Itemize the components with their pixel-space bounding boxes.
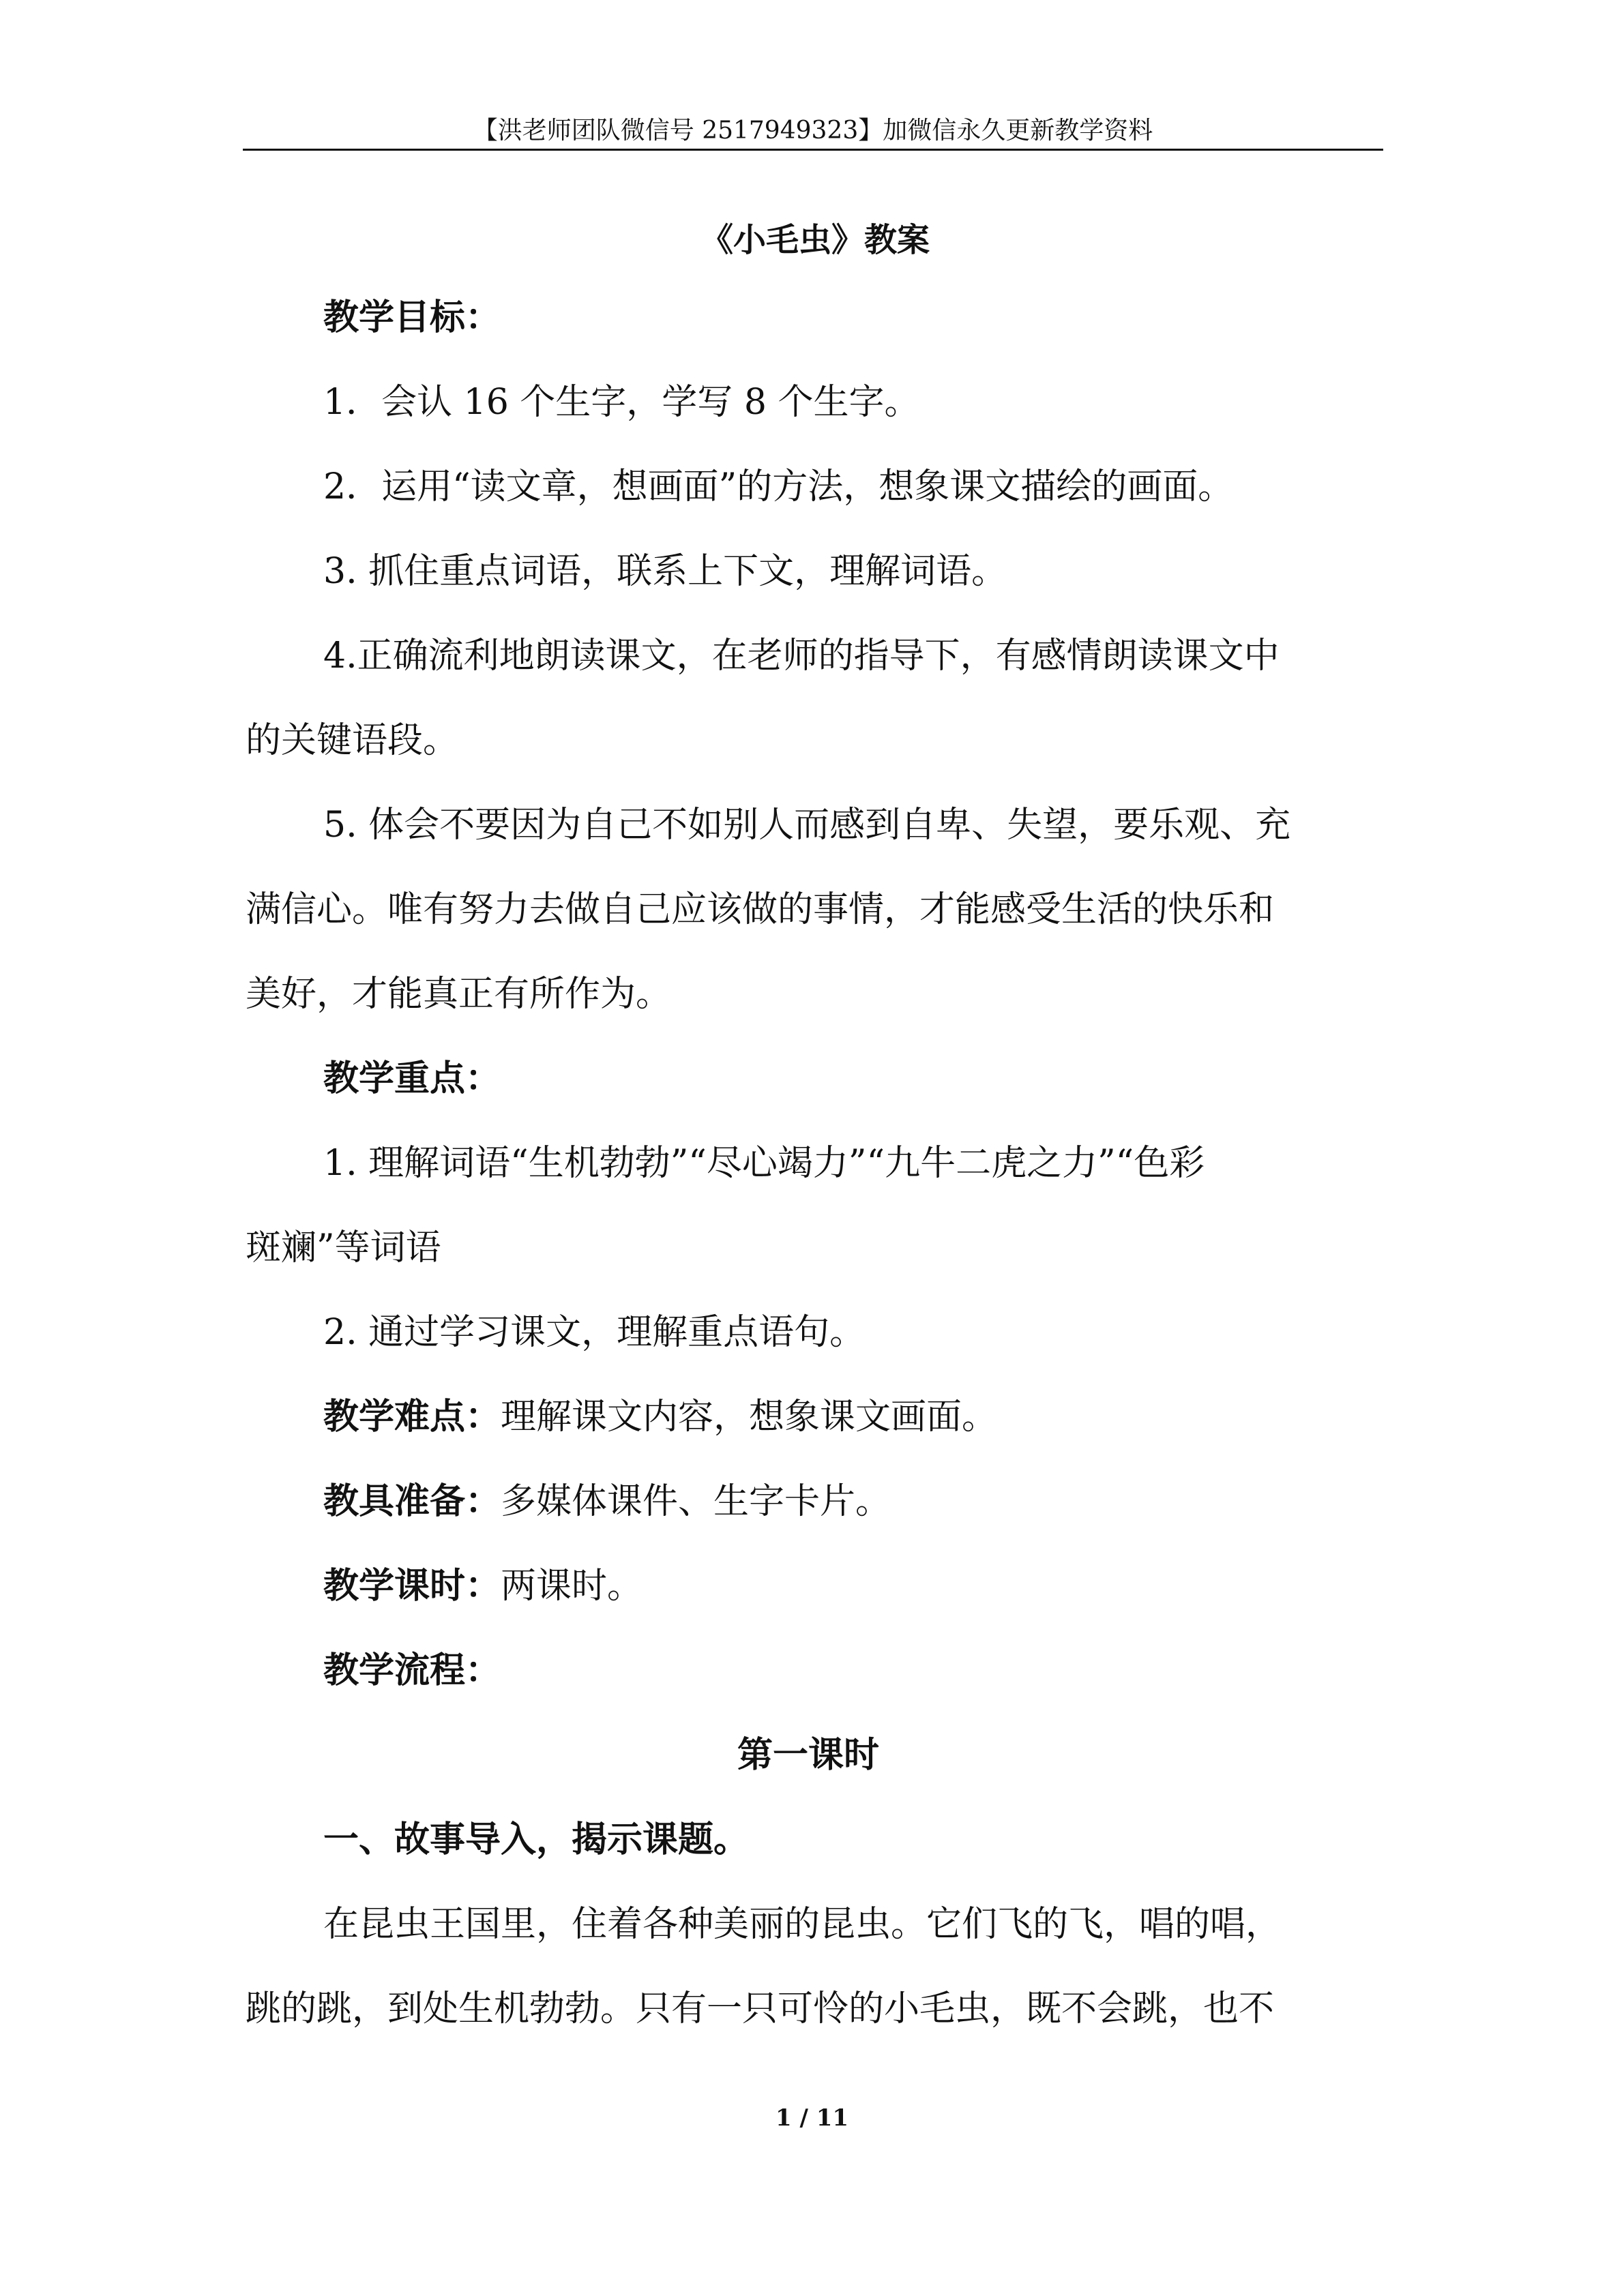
- key-points-heading: 教学重点：: [323, 1058, 501, 1099]
- key-point-1-line-1: 1. 理解词语“生机勃勃”“尽心竭力”“九牛二虎之力”“色彩: [323, 1143, 1205, 1184]
- objective-item-2: 2．运用“读文章，想画面”的方法，想象课文描绘的画面。: [323, 466, 1234, 507]
- difficulty-row: [246, 1375, 1371, 1459]
- hours-text: 两课时。: [501, 1566, 643, 1607]
- objective-item-1: 1．会认 16 个生字，学写 8 个生字。: [323, 382, 920, 423]
- tools-row: [246, 1459, 1371, 1544]
- objective-item-3: 3. 抓住重点词语，联系上下文，理解词语。: [323, 551, 1007, 592]
- tools-label: 教具准备：: [323, 1480, 501, 1522]
- page-number: 1 / 11: [775, 2104, 849, 2132]
- tools-text: 多媒体课件、生字卡片。: [501, 1481, 891, 1522]
- objective-item-4-line-1: 4.正确流利地朗读课文，在老师的指导下，有感情朗读课文中: [323, 636, 1280, 676]
- hours-row: [246, 1544, 1371, 1628]
- document-title: 《小毛虫》教案: [700, 221, 930, 259]
- key-point-1-line-2: 斑斓”等词语: [246, 1227, 441, 1268]
- header-divider: [243, 149, 1383, 151]
- difficulty-label: 教学难点：: [323, 1396, 501, 1437]
- lesson-1-section-1-heading: 一、故事导入，揭示课题。: [323, 1819, 750, 1860]
- hours-label: 教学课时：: [323, 1565, 501, 1607]
- story-paragraph-line-2: 跳的跳，到处生机勃勃。只有一只可怜的小毛虫，既不会跳，也不: [246, 1988, 1275, 2029]
- difficulty-text: 理解课文内容，想象课文画面。: [501, 1397, 998, 1437]
- page-header: 【洪老师团队微信号 2517949323】加微信永久更新教学资料: [473, 117, 1153, 145]
- key-point-2: 2. 通过学习课文，理解重点语句。: [323, 1312, 866, 1353]
- process-heading: 教学流程：: [323, 1650, 501, 1691]
- objectives-heading: 教学目标：: [323, 297, 501, 338]
- objective-item-5-line-2: 满信心。唯有努力去做自己应该做的事情，才能感受生活的快乐和: [246, 889, 1275, 930]
- objective-item-5-line-1: 5. 体会不要因为自己不如别人而感到自卑、失望，要乐观、充: [323, 805, 1291, 846]
- objective-item-5-line-3: 美好，才能真正有所作为。: [246, 974, 672, 1015]
- lesson-1-heading: 第一课时: [737, 1734, 879, 1776]
- story-paragraph-line-1: 在昆虫王国里，住着各种美丽的昆虫。它们飞的飞，唱的唱，: [323, 1904, 1282, 1945]
- document-body: [246, 205, 1371, 2051]
- objective-item-4-line-2: 的关键语段。: [246, 720, 459, 761]
